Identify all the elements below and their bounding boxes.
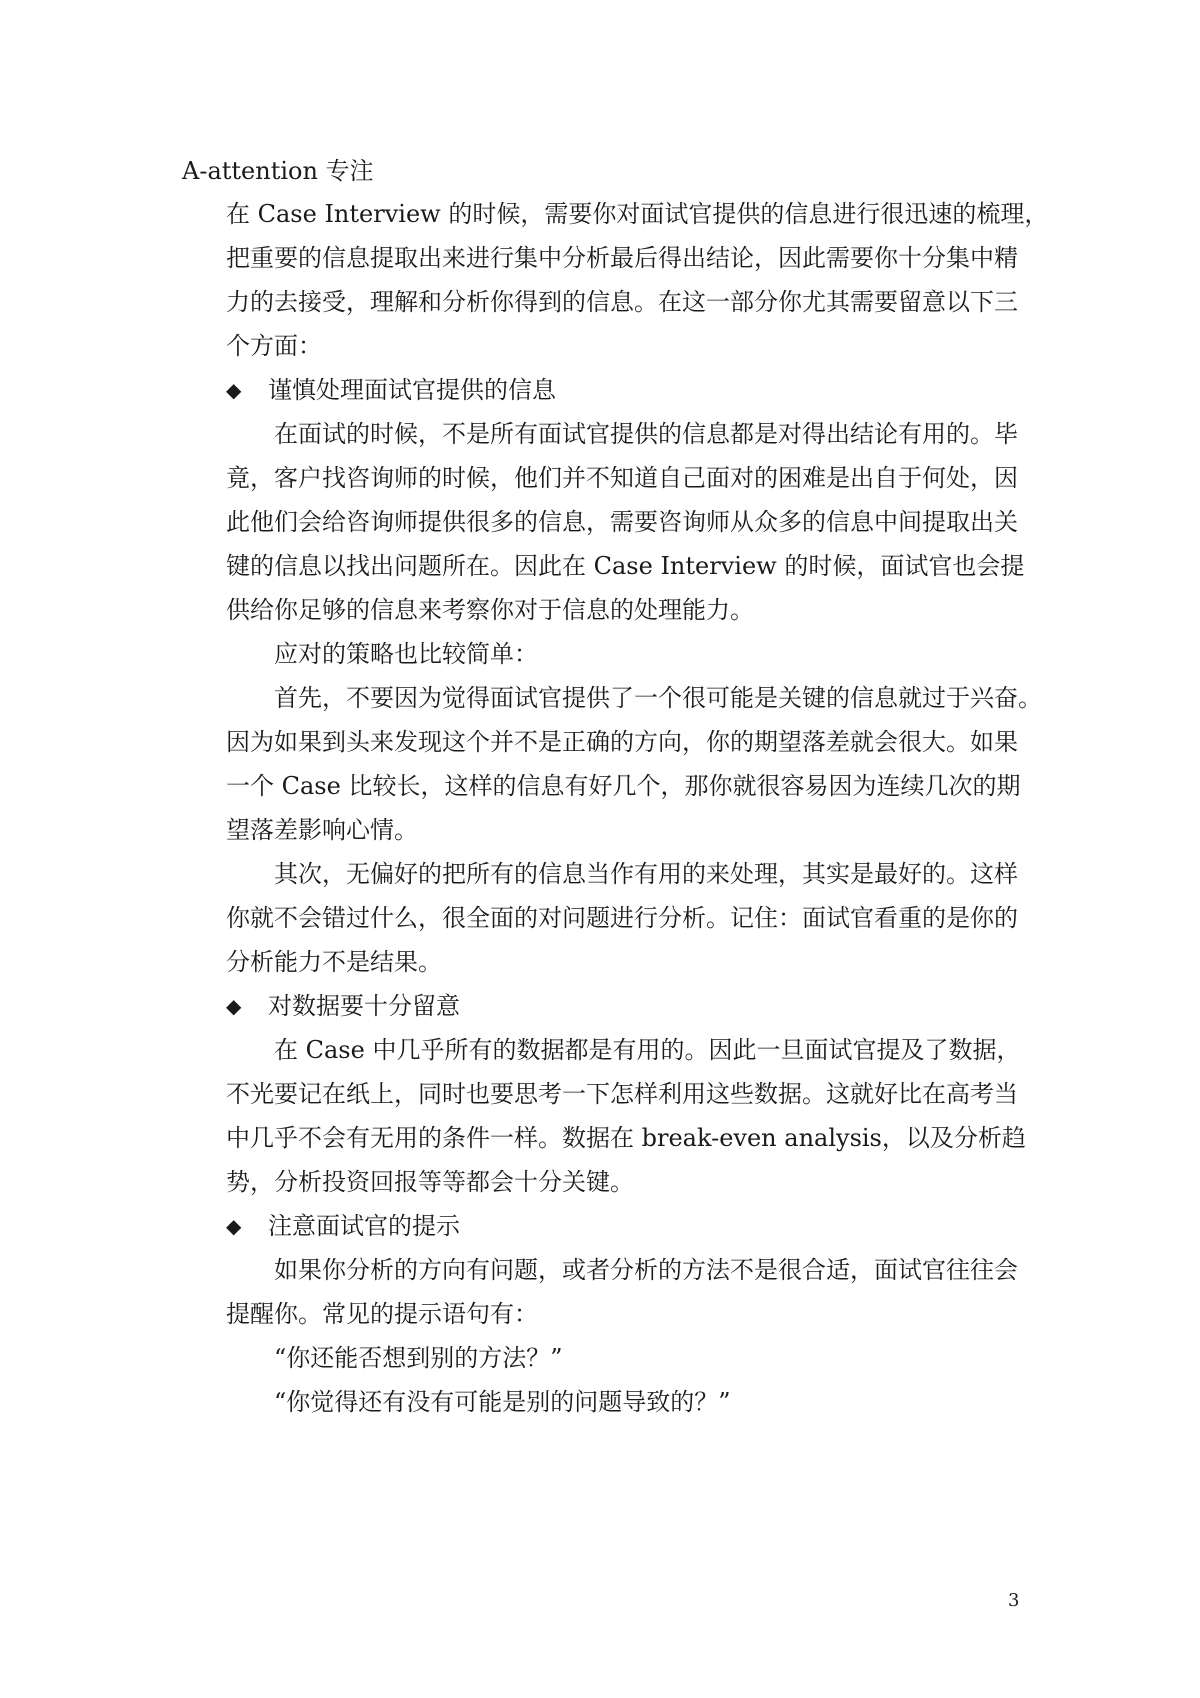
paragraph-line: 不光要记在纸上，同时也要思考一下怎样利用这些数据。这就好比在高考当 bbox=[226, 1080, 1018, 1108]
quote-line: “你觉得还有没有可能是别的问题导致的？” bbox=[274, 1388, 731, 1416]
bullet-label: 谨慎处理面试官提供的信息 bbox=[268, 376, 556, 404]
paragraph-line: 提醒你。常见的提示语句有： bbox=[226, 1300, 538, 1328]
paragraph-line: 在 Case 中几乎所有的数据都是有用的。因此一旦面试官提及了数据， bbox=[274, 1036, 1021, 1064]
paragraph-line: 此他们会给咨询师提供很多的信息，需要咨询师从众多的信息中间提取出关 bbox=[226, 508, 1018, 536]
paragraph-line: 竟，客户找咨询师的时候，他们并不知道自己面对的困难是出自于何处，因 bbox=[226, 464, 1018, 492]
paragraph-line: 分析能力不是结果。 bbox=[226, 948, 442, 976]
paragraph-line: 首先，不要因为觉得面试官提供了一个很可能是关键的信息就过于兴奋。 bbox=[274, 684, 1042, 712]
paragraph-line: 如果你分析的方向有问题，或者分析的方法不是很合适，面试官往往会 bbox=[274, 1256, 1018, 1284]
paragraph-line: 把重要的信息提取出来进行集中分析最后得出结论，因此需要你十分集中精 bbox=[226, 244, 1018, 272]
paragraph-line: 因为如果到头来发现这个并不是正确的方向，你的期望落差就会很大。如果 bbox=[226, 728, 1018, 756]
paragraph-line: 你就不会错过什么，很全面的对问题进行分析。记住：面试官看重的是你的 bbox=[226, 904, 1018, 932]
paragraph-line: 在 Case Interview 的时候，需要你对面试官提供的信息进行很迅速的梳理， bbox=[226, 200, 1049, 228]
bullet-item bbox=[226, 990, 460, 1022]
paragraph-line: 在面试的时候，不是所有面试官提供的信息都是对得出结论有用的。毕 bbox=[274, 420, 1018, 448]
paragraph-line: 个方面： bbox=[226, 332, 322, 360]
quote-line: “你还能否想到别的方法？” bbox=[274, 1344, 563, 1372]
paragraph-line: 望落差影响心情。 bbox=[226, 816, 418, 844]
bullet-item bbox=[226, 374, 556, 406]
diamond-bullet-icon: ◆ bbox=[226, 1214, 242, 1238]
paragraph-line: 键的信息以找出问题所在。因此在 Case Interview 的时候，面试官也会提 bbox=[226, 552, 1025, 580]
page-number: 3 bbox=[1008, 1590, 1020, 1611]
paragraph-line: 一个 Case 比较长，这样的信息有好几个，那你就很容易因为连续几次的期 bbox=[226, 772, 1021, 800]
paragraph-line: 应对的策略也比较简单： bbox=[274, 640, 538, 668]
bullet-label: 对数据要十分留意 bbox=[268, 992, 460, 1020]
paragraph-line: 力的去接受，理解和分析你得到的信息。在这一部分你尤其需要留意以下三 bbox=[226, 288, 1018, 316]
diamond-bullet-icon: ◆ bbox=[226, 378, 242, 402]
section-heading: A-attention 专注 bbox=[182, 157, 374, 185]
paragraph-line: 供给你足够的信息来考察你对于信息的处理能力。 bbox=[226, 596, 754, 624]
bullet-label: 注意面试官的提示 bbox=[268, 1212, 460, 1240]
paragraph-line: 中几乎不会有无用的条件一样。数据在 break-even analysis，以及分析趋 bbox=[226, 1124, 1026, 1152]
paragraph-line: 其次，无偏好的把所有的信息当作有用的来处理，其实是最好的。这样 bbox=[274, 860, 1018, 888]
paragraph-line: 势，分析投资回报等等都会十分关键。 bbox=[226, 1168, 634, 1196]
bullet-item bbox=[226, 1210, 460, 1242]
diamond-bullet-icon: ◆ bbox=[226, 994, 242, 1018]
